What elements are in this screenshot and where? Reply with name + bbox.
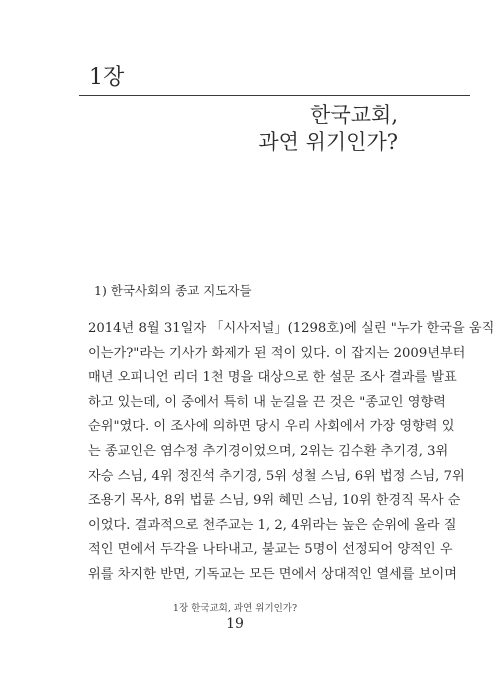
body-line: 자승 스님, 4위 정진석 추기경, 5위 성철 스님, 6위 법정 스님, 7위 xyxy=(88,468,465,484)
body-line: 하고 있는데, 이 중에서 특히 내 눈길을 끈 것은 "종교인 영향력 xyxy=(88,394,446,410)
chapter-label: 1장 xyxy=(89,65,125,90)
chapter-title-line-1: 한국교회, xyxy=(310,103,398,127)
chapter-divider xyxy=(79,95,470,96)
running-footer: 1장 한국교회, 과연 위기인가? xyxy=(172,603,298,614)
body-line: 순위"였다. 이 조사에 의하면 당시 우리 사회에서 가장 영향력 있 xyxy=(88,419,455,435)
body-line: 는 종교인은 염수정 추기경이었으며, 2위는 김수환 추기경, 3위 xyxy=(88,443,449,459)
body-line: 적인 면에서 두각을 나타내고, 불교는 5명이 선정되어 양적인 우 xyxy=(88,542,453,558)
body-paragraph xyxy=(88,317,494,588)
page-number: 19 xyxy=(226,616,244,632)
section-heading: 1) 한국사회의 종교 지도자들 xyxy=(94,283,252,298)
body-line: 위를 차지한 반면, 기독교는 모든 면에서 상대적인 열세를 보이며 xyxy=(88,566,457,582)
body-line: 조용기 목사, 8위 법륜 스님, 9위 혜민 스님, 10위 한경직 목사 순 xyxy=(88,493,461,509)
body-line: 매년 오피니언 리더 1천 명을 대상으로 한 설문 조사 결과를 발표 xyxy=(88,370,457,386)
chapter-title xyxy=(258,102,398,156)
body-line: 2014년 8월 31일자 「시사저널」(1298호)에 실린 "누가 한국을 움직 xyxy=(88,321,494,336)
body-line: 이었다. 결과적으로 천주교는 1, 2, 4위라는 높은 순위에 올라 질 xyxy=(88,517,457,533)
body-line: 이는가?"라는 기사가 화제가 된 적이 있다. 이 잡지는 2009년부터 xyxy=(88,345,466,361)
chapter-title-line-2: 과연 위기인가? xyxy=(258,130,398,154)
